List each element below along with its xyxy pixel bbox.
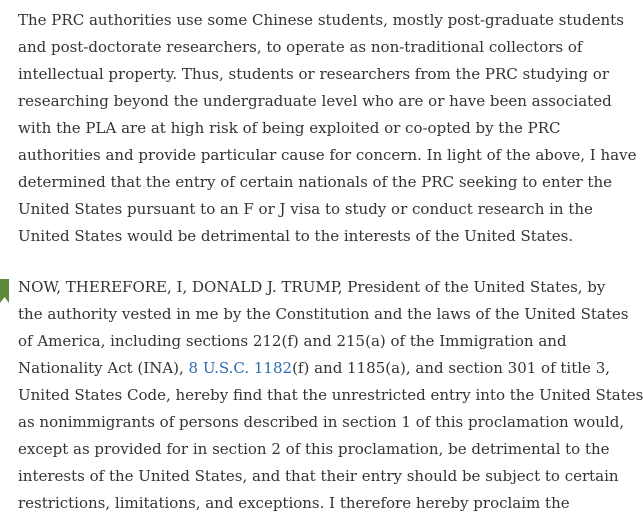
paragraph-line: researching beyond the undergraduate level who are or have been associated [18, 92, 612, 110]
paragraph-line: United States Code, hereby find that the unrestricted entry into the United States [18, 386, 643, 404]
paragraph-line: and post-doctorate researchers, to operate as non-traditional collectors of [18, 38, 583, 56]
paragraph-line: interests of the United States, and that their entry should be subject to certain [18, 467, 619, 485]
usc-citation-link[interactable]: 8 U.S.C. 1182 [188, 359, 293, 377]
paragraph-line: United States pursuant to an F or J visa to study or conduct research in the [18, 200, 593, 218]
paragraph-line: intellectual property. Thus, students or researchers from the PRC studying or [18, 65, 609, 83]
paragraph-line: of America, including sections 212(f) and 215(a) of the Immigration and [18, 332, 567, 350]
paragraph-line: the authority vested in me by the Constitution and the laws of the United States [18, 305, 629, 323]
paragraph-line: The PRC authorities use some Chinese students, mostly post-graduate students [18, 11, 624, 29]
paragraph-proclamation [18, 274, 643, 517]
paragraph-line: NOW, THEREFORE, I, DONALD J. TRUMP, President of the United States, by [18, 278, 606, 296]
paragraph-findings [18, 7, 637, 250]
paragraph-line: as nonimmigrants of persons described in section 1 of this proclamation would, [18, 413, 625, 431]
line-text-after-link: (f) and 1185(a), and section 301 of title 3, [292, 359, 611, 377]
paragraph-line: determined that the entry of certain nationals of the PRC seeking to enter the [18, 173, 613, 191]
paragraph-line: United States would be detrimental to the interests of the United States. [18, 227, 574, 245]
line-text-before-link: Nationality Act (INA), [18, 359, 189, 377]
paragraph-line: with the PLA are at high risk of being exploited or co-opted by the PRC [18, 119, 561, 137]
bookmark-ribbon-icon[interactable] [0, 279, 9, 303]
paragraph-line: except as provided for in section 2 of this proclamation, be detrimental to the [18, 440, 610, 458]
paragraph-line: authorities and provide particular cause for concern. In light of the above, I have [18, 146, 637, 164]
paragraph-line-with-link [18, 355, 611, 382]
paragraph-line: restrictions, limitations, and exceptions. I therefore hereby proclaim the [18, 494, 570, 512]
